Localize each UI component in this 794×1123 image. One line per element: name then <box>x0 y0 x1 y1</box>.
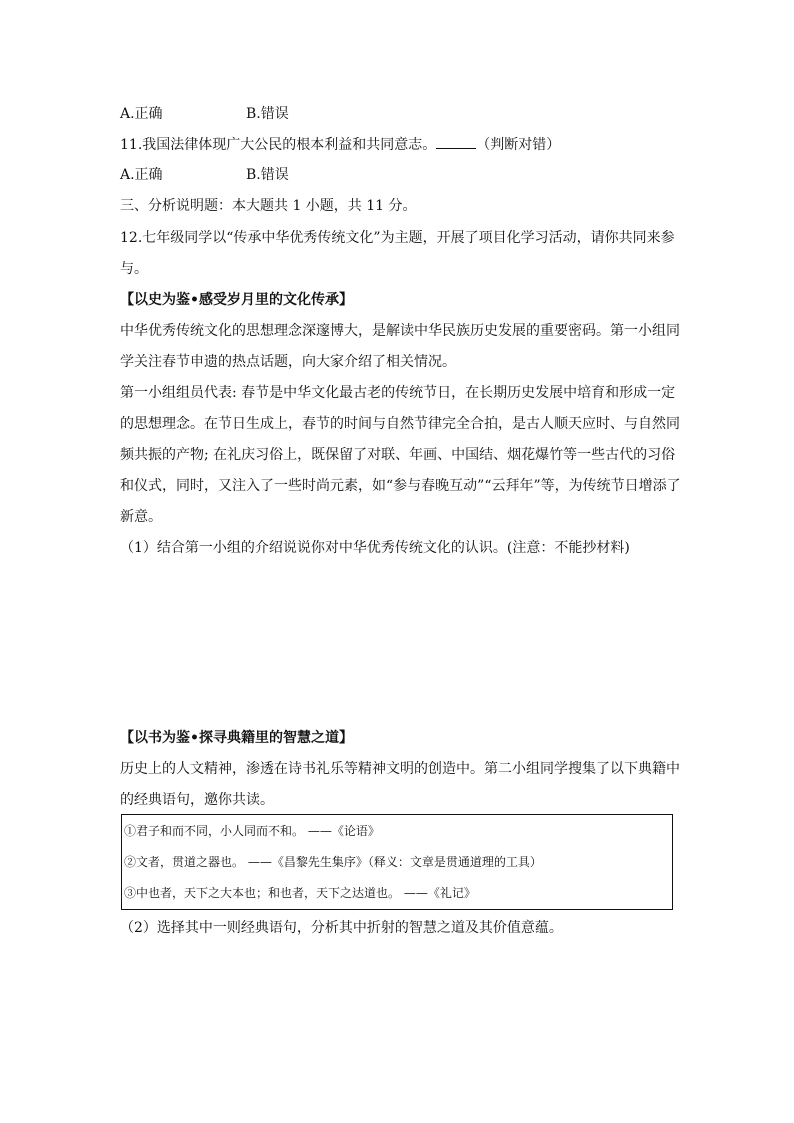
part1-member-line: 和仪式，同时，又注入了一些时尚元素，如“参与春晚互动”“云拜年”等，为传统节日增添了 <box>120 478 681 494</box>
part1-member-line: 第一小组组员代表: 春节是中华文化最古老的传统节日，在长期历史发展中培育和形成一定 <box>120 385 676 401</box>
q11-option-b[interactable]: B.错误 <box>246 167 289 183</box>
section3-heading: 三、分析说明题：本大题共 1 小题，共 11 分。 <box>120 198 417 214</box>
quote-item: ②文者，贯道之器也。 ——《昌黎先生集序》（释义：文章是贯通道理的工具） <box>124 855 542 869</box>
q11-options <box>120 165 289 185</box>
q11-tail: （判断对错） <box>476 137 561 153</box>
q11-stem: 11.我国法律体现广大公民的根本利益和共同意志。 <box>120 137 437 153</box>
q10-option-b[interactable]: B.错误 <box>246 106 289 122</box>
part2-question: （2）选择其中一则经典语句，分析其中折射的智慧之道及其价值意蕴。 <box>120 920 563 936</box>
part1-question: （1）结合第一小组的介绍说说你对中华优秀传统文化的认识。(注意：不能抄材料) <box>120 540 630 556</box>
q10-options <box>120 104 289 124</box>
part1-intro-line: 中华优秀传统文化的思想理念深邃博大，是解读中华民族历史发展的重要密码。第一小组同 <box>120 323 680 339</box>
part1-member-line: 的思想理念。在节日生成上，春节的时间与自然节律完全合拍，是古人顺天应时、与自然同 <box>120 416 680 432</box>
quote-item: ①君子和而不同，小人同而不和。 ——《论语》 <box>124 824 380 838</box>
q11-question <box>120 134 560 155</box>
part1-title: 【以史为鉴•感受岁月里的文化传承】 <box>120 292 353 308</box>
q12-intro-line: 与。 <box>120 261 148 277</box>
quote-item: ③中也者，天下之大本也；和也者，天下之达道也。 ——《礼记》 <box>124 886 476 900</box>
q11-answer-blank[interactable] <box>436 134 476 149</box>
part2-title: 【以书为鉴•探寻典籍里的智慧之道】 <box>120 730 353 746</box>
part2-intro-line: 的经典语句，邀你共读。 <box>120 792 274 808</box>
part1-intro-line: 学关注春节申遗的热点话题，向大家介绍了相关情况。 <box>120 354 456 370</box>
q11-option-a[interactable]: A.正确 <box>120 167 163 183</box>
part2-intro-line: 历史上的人文精神，渗透在诗书礼乐等精神文明的创造中。第二小组同学搜集了以下典籍中 <box>120 761 680 777</box>
part1-member-line: 频共振的产物; 在礼庆习俗上，既保留了对联、年画、中国结、烟花爆竹等一些古代的习俗 <box>120 447 676 463</box>
q12-intro-line: 12.七年级同学以“传承中华优秀传统文化”为主题，开展了项目化学习活动，请你共同来参 <box>120 230 675 246</box>
classic-quotes-box <box>121 814 673 910</box>
part1-member-line: 新意。 <box>120 509 162 525</box>
q10-option-a[interactable]: A.正确 <box>120 106 163 122</box>
